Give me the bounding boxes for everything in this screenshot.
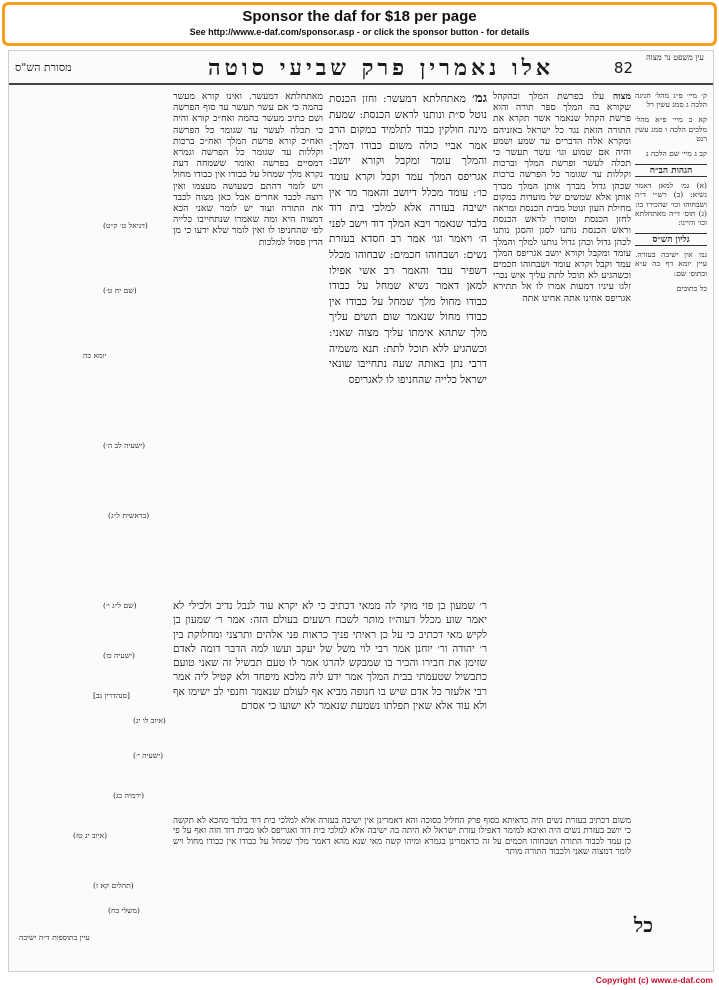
chapter-title: אלו נאמרין פרק שביעי סוטה (208, 55, 554, 81)
masoret-note: עיין בתוספות ד״ה ישיבה (19, 933, 90, 942)
masoret-note: [סנהדרין נב] (93, 691, 130, 700)
sponsor-subtitle[interactable]: See http://www.e-daf.com/sponsor.asp - or click the sponsor button - for details (189, 27, 530, 37)
gemara-heading: גמ׳ (472, 91, 487, 106)
margin-head-label: עין משפט נר מצוה (646, 53, 704, 62)
hagahot-habach-title: הגהות הב״ח (635, 164, 707, 177)
masoret-note: (בראשית ל״ג) (108, 511, 150, 520)
masoret-note: (שם יח ט׳) (103, 286, 137, 295)
gemara-wide-text: ר׳ שמעון בן פזי מוקי לה ממאי דכתיב כי לא יקרא עוד לנבל נדיב ולכילי לא יאמר שוע מכלל דעוה״ז מותר לשבח רשעים בעולם הזה: אמר ר׳ שמעון בן לקיש מאי דכתיב כי על כן ראיתי פניך כראות פני אלהים ותרצני ומחלוקת בין ר׳ יהודה ור׳ יוחנן אמר רבי לוי משל של יעקב ועשו למה הדבר דומה לאדם שזימן את חבירו והכיר בו שמבקש להרגו אמר לו טעם תבשיל זה שאני טועם כתבשיל שטעמתי בבית המלך אמר ידע ליה מלכא מיפחד ולא קטיל ליה אמר רבי אלעזר כל אדם שיש בו חנופה מביא אף לעולם שנאמר וחנפי לב ישימו אף ולא עוד אלא שאין תפלתו נשמעת שנאמר לא ישועו כי אסרם (173, 600, 487, 713)
masoret-note: (דניאל ט׳ ק״ט) (103, 221, 148, 230)
sponsor-title[interactable]: Sponsor the daf for $18 per page (242, 8, 477, 25)
bottom-commentary-text: משום דכתיב בעזרת נשים היה כדאיתא בסוף פרק החליל בסוכה והא דאמרינן אין ישיבה בעזרה אלא למלכי בית דוד בלבד מהכא לא תקשה כי יושב בעזרת נשים היה ואיכא למימר דאפילו עזרת ישראל לא היתה בה ישיבה אלא למלכי בית דוד ואגריפס לאו מבית דוד הוה ואף על פי כן עמד לכבוד התורה ושבחוהו חכמים על זה כדאמרינן בגמרא ומיהו קשה מאי שנא מהא דאמר מלך שמחל על כבודו אין כבודו מחול ויש לומר דמצוה שאני ולכבוד התורה מותר (173, 816, 631, 858)
mitzvah-label: מצוה (612, 91, 631, 102)
copyright-notice: Copyright (c) www.e-daf.com (595, 975, 713, 985)
sponsor-banner[interactable] (2, 2, 717, 46)
masoret-note: (איוב יג טז) (73, 831, 108, 840)
sponsor-banner-inner[interactable] (5, 5, 714, 43)
gilyon-hashas-title: גליון הש״ס (635, 233, 707, 246)
talmud-page-scan (8, 50, 714, 972)
hagahot-habach-text: (א) גמ׳ למאן דאמר נשיא: (ב) רש״י ד״ה ושבחוהו וכו׳ שהכירו בו: (ג) תוס׳ ד״ה מאתחלתא וכו׳ והיינו: (635, 181, 707, 228)
tosafot-text: מאתחלתא דמעשר. ואינו קורא מעשר בהמה כי אם עשר תעשר עד סוף הפרשה ושם כתיב מעשר בהמה ואח״כ קורא והיה כי תכלה לעשר עד שגומר כל הפרשה ואח״כ קורא פרשת המלך ואח״כ ברכות וקללות עד שגומר כל הפרשה וגמרא דמסיים בפרשה ואומר ששמחה דעת נקרא מלך שמחל על כבודו אין כבודו מחול ויש לומר דהתם כשעושה מעצמו ואין רוצה לכבד אחרים אבל כאן מצוה לכבד את התורה ועוד יש לומר שאני הכא דמצוה היא ומה שאמרו שנתחייבו כלייה לפי שהחניפו לו ואין לומר שלא ידעו כי מן הדין פסול למלכות (173, 91, 323, 248)
masoret-note: (ירמיה כג) (113, 791, 145, 800)
masoret-note: (ישעיה י׳) (133, 751, 164, 760)
ein-mishpat-note: קא ב מיי׳ פ״א מהל׳ מלכים הלכה ו סמג עשין רנט (635, 115, 707, 143)
rashi-commentary (493, 91, 631, 811)
masoret-note: (שם ל״ג י׳) (103, 601, 137, 610)
kol-catchword: כל (633, 913, 653, 937)
rashi-text: עלו בפרשת המלך ובהקהל שקורא בה המלך ספר תורה והוא פרשת הקהל שנאמר אשר תקרא את התורה הזאת נגד כל ישראל באזניהם ומקרא אלה הדברים עד שמע ושמע והיה אם שמוע וגו׳ עשר תעשר כי תכלה לעשר ופרשת המלך וברכות וקללות עד שגומר כל הפרשה ברכות שכהן גדול מברך אותן המלך מברך אותן אלא שמשים של מועדות במקום מחילת העון ונוטל מבית הכנסת ומראה לחזן הכנסת ומוסרו לראש הכנסת וראש הכנסת נותנו לסגן והסגן נותנו לכהן גדול וכהן גדול נותנו למלך והמלך עומד ומקבל וקורא יושב אגריפס המלך עמד וקבל וקרא עומד ושבחוהו חכמים וכשהגיע לא תוכל לתת עליך איש נכרי זלגו עיניו דמעות אמרו לו אל תתירא אגריפס אחינו אתה אחינו אתה (493, 91, 631, 304)
margin-bottom-note: כל כתובים (676, 283, 707, 293)
ein-mishpat-note: קב ג מיי׳ שם הלכה ג (645, 149, 707, 159)
masoret-note: (ישעיה כו) (103, 651, 136, 660)
gemara-text: מאתחלתא דמעשר: וחזן הכנסת נוטל ס״ת ונותנו לראש הכנסת: שמעת מינה חולקין כבוד לתלמיד במקום הרב אמר אביי כולה משום כבודו דמלך: והמלך עומד ומקבל וקורא יושב: אגריפס המלך עמד וקבל וקרא עומד כו׳: עומד מכלל דיושב והאמר מר אין ישיבה בעזרה אלא למלכי בית דוד בלבד שנאמר ויבא המלך דוד וישב לפני ה׳ ויאמר וגו׳ אמר רב חסדא בעזרת נשים: ושבחוהו חכמים: שבחוהו מכלל דשפיר עבד והאמר רב אשי אפילו למאן דאמר נשיא שמחל על כבודו כבודו מחול מלך שמחל על כבודו אין כבודו מחול שנאמר שום תשים עליך מלך שתהא אימתו עליך מצוה שאני: וכשהגיע ללא תוכל לתת: תנא משמיה דרבי נתן באותה שעה נתחייבו שונאי ישראל כלייה שהחניפו לו לאגריפס (329, 93, 487, 386)
gemara-wide-block (173, 599, 487, 811)
masoret-note: יומא כה (83, 351, 107, 360)
gemara-column (329, 91, 487, 631)
page-header (9, 51, 713, 85)
folio-number: 82 (613, 59, 633, 77)
gilyon-hashas-text: גמ׳ אין ישיבה בעזרה. עיין יומא דף כה ע״א ובתוס׳ שם: (635, 250, 707, 278)
masoret-note: (תהלים קא ז) (93, 881, 134, 890)
masoret-hashas-label: מסורת הש"ס (15, 61, 72, 74)
bottom-commentary (173, 816, 631, 934)
right-margin-notes (635, 91, 707, 299)
masoret-note: (משלי כח) (108, 906, 140, 915)
masoret-note: (איוב לו יג) (133, 716, 166, 725)
masoret-note: (ישעיה לב ה׳) (103, 441, 146, 450)
left-margin-notes (13, 91, 173, 951)
ein-mishpat-note: ק׳ מיי׳ פ״ג מהל׳ חגיגה הלכה ג סמג עשין רל (635, 91, 707, 110)
